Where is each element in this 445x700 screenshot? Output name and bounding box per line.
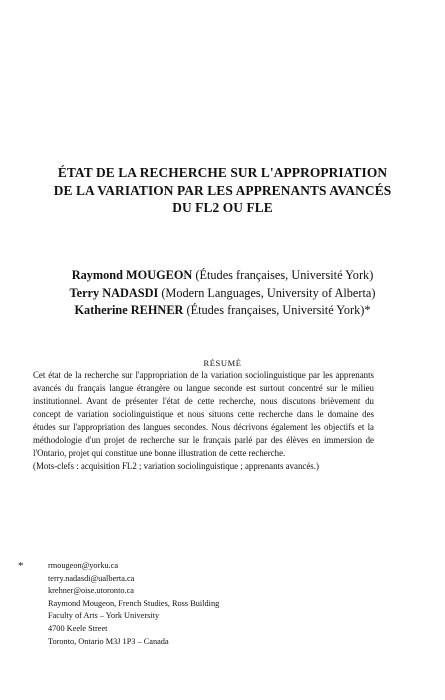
footnote-line: Faculty of Arts – York University [48,611,160,621]
abstract-keywords: (Mots-clefs : acquisition FL2 ; variation sociolinguistique ; apprenants avancés.) [33,461,319,471]
author-line [0,285,445,303]
footnote-line: 4700 Keele Street [48,623,108,633]
footnote-line: Raymond Mougeon, French Studies, Ross Building [48,598,220,608]
footnote-marker: * [18,560,24,572]
author-affiliation: (Modern Languages, University of Alberta) [158,285,376,300]
footnote-line: Toronto, Ontario M3J 1P3 – Canada [48,636,169,646]
author-name: Raymond MOUGEON [71,268,193,282]
author-footnote [48,560,408,648]
author-line [0,302,445,320]
author-affiliation: (Études françaises, Université York)* [183,303,371,317]
author-line [0,267,445,285]
footnote-line: terry.nadasdi@ualberta.ca [48,573,135,583]
title-line-3: DU FL2 OU FLE [172,200,273,215]
abstract [33,369,374,473]
author-affiliation: (Études françaises, Université York) [192,268,374,282]
author-name: Katherine REHNER [74,303,184,317]
footnote-line: rmougeon@yorku.ca [48,561,119,570]
author-name: Terry NADASDI [69,285,159,300]
article-title [0,164,445,217]
resume-heading: RÉSUMÉ [203,358,242,368]
footnote-line: krehner@oise.utoronto.ca [48,586,134,596]
title-line-2: DE LA VARIATION PAR LES APPRENANTS AVANCÉS [53,182,392,198]
title-line-1: ÉTAT DE LA RECHERCHE SUR L'APPROPRIATION [57,165,388,180]
author-list [0,267,445,320]
abstract-body: Cet état de la recherche sur l'appropriation de la variation sociolinguistique par les apprenants avancés du français langue étrangère ou langue seconde est surtout concentré sur le milieu institutionnel. Avant de présenter l'état de cette recherche, nous discutons brièvement du concept de variation sociolinguistique et nous situons cette recherche dans le domaine des études sur l'appropriation des langues secondes. Nous décrivons également les objectifs et la méthodologie d'un projet de recherche sur le français parlé par des élèves en immersion de l'Ontario, projet qui constitue une bonne illustration de cette recherche. [33,370,374,458]
